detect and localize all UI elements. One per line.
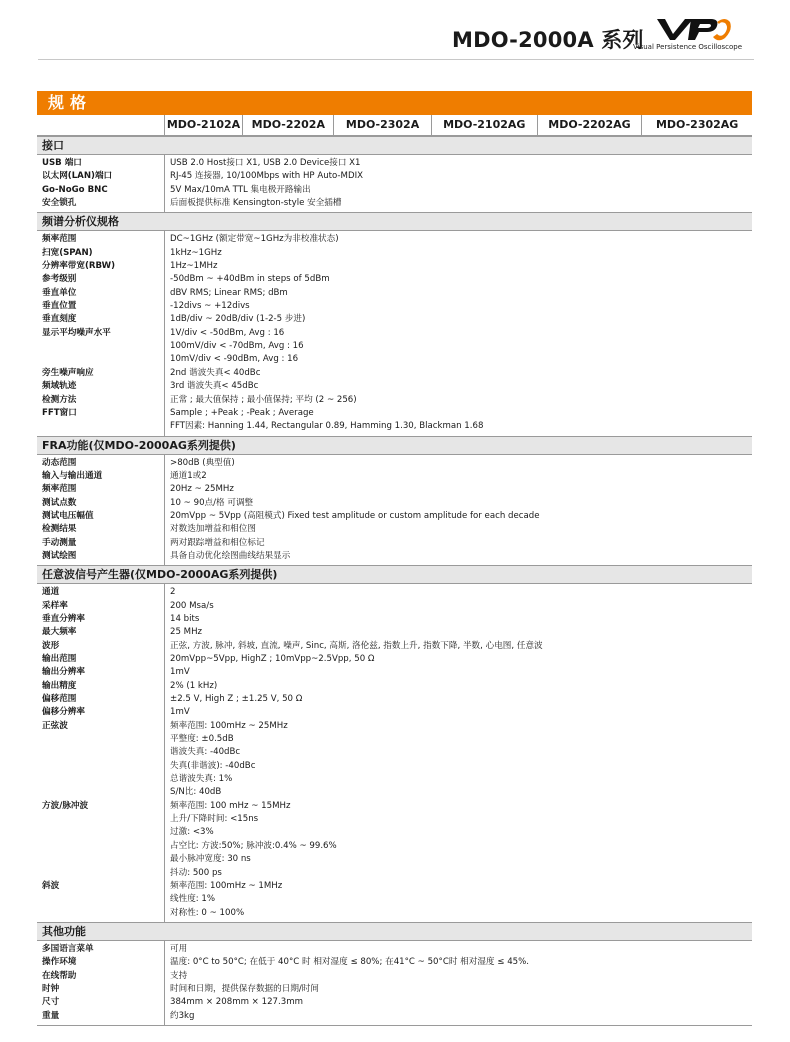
- spec-row: [37, 853, 752, 866]
- spec-row: [37, 773, 752, 786]
- spec-value: 200 Msa/s: [170, 600, 214, 611]
- spec-row: [37, 510, 752, 523]
- page-header: [0, 0, 790, 62]
- spec-value: 对称性: 0 ~ 100%: [170, 907, 245, 918]
- spec-banner: 规格: [37, 91, 752, 115]
- spec-value: 时间和日期，提供保存数据的日期/时间: [170, 983, 319, 994]
- spec-label: [37, 773, 162, 786]
- spec-label: 在线帮助: [42, 970, 77, 981]
- spec-value: 10 ~ 90点/格 可调整: [170, 497, 254, 508]
- spec-value: 约3kg: [170, 1010, 195, 1021]
- spec-value: 失真(非谐波): -40dBc: [170, 760, 256, 771]
- spec-value: 25 MHz: [170, 627, 203, 638]
- spec-label: 正弦波: [42, 720, 68, 731]
- spec-value: 对数迭加增益和相位图: [170, 524, 256, 535]
- spec-row: [37, 733, 752, 746]
- spec-label: 输出范围: [42, 654, 77, 664]
- spec-row: [37, 893, 752, 906]
- spec-value: 谐波失真: -40dBc: [170, 747, 241, 758]
- spec-row: [37, 407, 752, 420]
- spec-label: 垂直位置: [42, 301, 77, 312]
- vpo-logo-icon: [655, 16, 731, 42]
- spec-row: [37, 786, 752, 799]
- model-name: MDO-2302A: [334, 115, 432, 135]
- spec-label: 采样率: [42, 600, 68, 611]
- spec-label: [37, 907, 162, 920]
- spec-label: 输出精度: [42, 680, 77, 691]
- spec-label: 安全锁孔: [42, 198, 77, 209]
- spec-label: [37, 760, 162, 773]
- model-header-row: [37, 115, 752, 136]
- spec-row: [37, 313, 752, 326]
- spec-label: 旁生噪声响应: [42, 367, 94, 378]
- spec-value: 后面板提供标准 Kensington-style 安全插槽: [170, 198, 342, 209]
- spec-value: 2% (1 kHz): [170, 680, 218, 691]
- spec-value: USB 2.0 Host接口 X1, USB 2.0 Device接口 X1: [170, 158, 361, 168]
- spec-value: 频率范围: 100mHz ~ 25MHz: [170, 720, 288, 731]
- spec-label: [37, 353, 162, 366]
- spec-row: [37, 680, 752, 693]
- spec-row: [37, 706, 752, 719]
- spec-row: [37, 340, 752, 353]
- spec-label: 方波/脉冲波: [42, 800, 89, 811]
- spec-label: [37, 746, 162, 759]
- spec-label: FFT窗口: [42, 407, 77, 418]
- spec-row: [37, 880, 752, 893]
- spec-row: [37, 420, 752, 433]
- spec-row: [37, 247, 752, 260]
- spec-value: 上升/下降时间: <15ns: [170, 814, 259, 825]
- spec-label: [37, 853, 162, 866]
- spec-row: [37, 184, 752, 197]
- spec-label: [37, 340, 162, 353]
- spec-value: 2: [170, 587, 176, 598]
- spec-table: [37, 91, 752, 1026]
- spec-label: 频域轨迹: [42, 381, 77, 392]
- spec-value: -50dBm ~ +40dBm in steps of 5dBm: [170, 274, 330, 285]
- spec-value: 10mV/div < -90dBm, Avg : 16: [170, 354, 299, 365]
- spec-value: 温度: 0°C to 50°C; 在低于 40°C 时 相对湿度 ≤ 80%; 在41°C ~ 50°C时 相对湿度 ≤ 45%.: [170, 957, 530, 968]
- section-body: [37, 455, 752, 566]
- spec-value: -12divs ~ +12divs: [170, 301, 250, 312]
- spec-row: [37, 470, 752, 483]
- spec-value: 频率范围: 100mHz ~ 1MHz: [170, 880, 283, 891]
- spec-row: [37, 746, 752, 759]
- table-bottom-rule: [37, 1025, 752, 1026]
- spec-label: [37, 786, 162, 799]
- section-header: 其他功能: [37, 922, 752, 941]
- section-header: 频谱分析仪规格: [37, 212, 752, 231]
- spec-row: [37, 233, 752, 246]
- spec-label: 显示平均噪声水平: [42, 327, 111, 338]
- spec-label: 测试电压幅值: [42, 510, 94, 521]
- spec-label: 通道: [42, 587, 60, 598]
- spec-row: [37, 813, 752, 826]
- spec-value: 通道1或2: [170, 470, 207, 481]
- spec-label: 以太网(LAN)端口: [42, 171, 113, 182]
- spec-value: 正弦, 方波, 脉冲, 斜坡, 直流, 噪声, Sinc, 高斯, 洛伦兹, 指数上升, 指数下降, 半数, 心电图, 任意波: [170, 640, 543, 651]
- spec-label: [37, 813, 162, 826]
- spec-value: 总谐波失真: 1%: [170, 774, 233, 785]
- spec-row: [37, 353, 752, 366]
- spec-row: [37, 586, 752, 599]
- spec-row: [37, 626, 752, 639]
- spec-row: [37, 380, 752, 393]
- spec-label: 操作环境: [42, 957, 77, 968]
- spec-row: [37, 327, 752, 340]
- spec-row: [37, 907, 752, 920]
- spec-value: 20mVpp ~ 5Vpp (高阻模式) Fixed test amplitude or custom amplitude for each decade: [170, 510, 540, 521]
- spec-row: [37, 720, 752, 733]
- spec-label: 垂直分辨率: [42, 613, 85, 624]
- spec-label: 时钟: [42, 983, 60, 994]
- section-header: 任意波信号产生器(仅MDO-2000AG系列提供): [37, 565, 752, 584]
- spec-row: [37, 523, 752, 536]
- spec-value: 平整度: ±0.5dB: [170, 734, 234, 745]
- spec-row: [37, 983, 752, 996]
- spec-value: 1dB/div ~ 20dB/div (1-2-5 步进): [170, 314, 306, 325]
- spec-value: 可用: [170, 943, 188, 954]
- spec-label: 手动测量: [42, 537, 77, 548]
- spec-label: 垂直刻度: [42, 314, 77, 325]
- spec-row: [37, 273, 752, 286]
- spec-label: 测试点数: [42, 497, 77, 508]
- spec-value: 正常 ; 最大值保持 ; 最小值保持; 平均 (2 ~ 256): [170, 394, 357, 405]
- spec-label: 尺寸: [42, 997, 60, 1008]
- spec-value: 2nd 谐波失真< 40dBc: [170, 367, 261, 378]
- spec-label: 检测结果: [42, 524, 77, 535]
- spec-row: [37, 157, 752, 170]
- spec-label: 参考级别: [42, 274, 77, 285]
- spec-label: 偏移范围: [42, 694, 77, 705]
- spec-value: 支持: [170, 970, 188, 981]
- spec-row: [37, 666, 752, 679]
- spec-row: [37, 600, 752, 613]
- section-body: [37, 155, 752, 212]
- spec-row: [37, 170, 752, 183]
- spec-row: [37, 613, 752, 626]
- spec-value: >80dB (典型值): [170, 457, 235, 468]
- spec-row: [37, 367, 752, 380]
- spec-row: [37, 956, 752, 969]
- spec-row: [37, 537, 752, 550]
- spec-label: 检测方法: [42, 394, 77, 405]
- section-header: 接口: [37, 136, 752, 155]
- spec-label: [37, 840, 162, 853]
- spec-row: [37, 867, 752, 880]
- spec-value: 1V/div < -50dBm, Avg : 16: [170, 327, 285, 338]
- spec-row: [37, 693, 752, 706]
- spec-row: [37, 640, 752, 653]
- spec-row: [37, 970, 752, 983]
- spec-value: S/N比: 40dB: [170, 787, 222, 798]
- spec-value: 3rd 谐波失真< 45dBc: [170, 381, 259, 392]
- spec-value: 具备自动优化绘图曲线结果显示: [170, 550, 291, 561]
- spec-value: 占空比: 方波:50%; 脉冲波:0.4% ~ 99.6%: [170, 840, 337, 851]
- spec-value: 1Hz~1MHz: [170, 261, 218, 272]
- spec-label: 最大频率: [42, 627, 77, 638]
- spec-value: 1mV: [170, 667, 190, 678]
- spec-value: 1kHz~1GHz: [170, 247, 222, 258]
- spec-label: [37, 867, 162, 880]
- spec-row: [37, 550, 752, 563]
- spec-label: 扫宽(SPAN): [42, 247, 93, 258]
- section-header: FRA功能(仅MDO-2000AG系列提供): [37, 436, 752, 455]
- spec-row: [37, 760, 752, 773]
- spec-label: 输出分辨率: [42, 667, 85, 678]
- spec-label: 分辨率带宽(RBW): [42, 261, 116, 272]
- model-name: MDO-2302AG: [655, 118, 739, 131]
- spec-label: 频率范围: [42, 234, 77, 245]
- logo-subtitle: Visual Persistence Oscilloscope: [633, 43, 743, 51]
- spec-label: [37, 420, 162, 433]
- model-header-blank: [37, 115, 165, 135]
- spec-label: 偏移分辨率: [42, 707, 85, 718]
- spec-row: [37, 653, 752, 666]
- spec-value: 384mm × 208mm × 127.3mm: [170, 997, 303, 1008]
- model-name: MDO-2102AG: [432, 115, 538, 135]
- spec-label: 测试绘图: [42, 550, 77, 561]
- header-divider: [38, 59, 754, 60]
- spec-label: [37, 826, 162, 839]
- spec-row: [37, 483, 752, 496]
- spec-value: Sample ; +Peak ; -Peak ; Average: [170, 407, 314, 418]
- spec-label: Go-NoGo BNC: [42, 184, 108, 195]
- spec-label: 频率范围: [42, 484, 77, 495]
- spec-row: [37, 394, 752, 407]
- spec-value: 两对跟踪增益和相位标记: [170, 537, 265, 548]
- spec-row: [37, 300, 752, 313]
- spec-label: 垂直单位: [42, 287, 77, 298]
- spec-label: 动态范围: [42, 457, 77, 468]
- spec-value: dBV RMS; Linear RMS; dBm: [170, 287, 288, 298]
- spec-value: 20mVpp~5Vpp, HighZ ; 10mVpp~2.5Vpp, 50 Ω: [170, 654, 375, 664]
- spec-label: USB 端口: [42, 158, 82, 168]
- spec-value: FFT因素: Hanning 1.44, Rectangular 0.89, Hamming 1.30, Blackman 1.68: [170, 421, 484, 432]
- spec-value: 抖动: 500 ps: [170, 867, 222, 878]
- section-body: [37, 941, 752, 1025]
- spec-row: [37, 943, 752, 956]
- spec-sections: [37, 136, 752, 1025]
- series-title: MDO-2000A 系列: [452, 28, 644, 52]
- brand-logo: [633, 16, 753, 54]
- spec-label: 重量: [42, 1010, 60, 1021]
- spec-value: 线性度: 1%: [170, 894, 216, 905]
- section-body: [37, 584, 752, 922]
- spec-row: [37, 840, 752, 853]
- spec-row: [37, 826, 752, 839]
- spec-row: [37, 260, 752, 273]
- model-name: MDO-2102A: [165, 115, 244, 135]
- spec-value: 过激: <3%: [170, 827, 214, 838]
- spec-value: ±2.5 V, High Z ; ±1.25 V, 50 Ω: [170, 694, 303, 705]
- spec-value: 20Hz ~ 25MHz: [170, 484, 234, 495]
- spec-row: [37, 1010, 752, 1023]
- spec-row: [37, 996, 752, 1009]
- spec-value: 最小脉冲宽度: 30 ns: [170, 854, 251, 865]
- spec-value: 1mV: [170, 707, 190, 718]
- spec-row: [37, 497, 752, 510]
- spec-value: 5V Max/10mA TTL 集电极开路输出: [170, 184, 311, 195]
- spec-row: [37, 287, 752, 300]
- spec-label: 输入与输出通道: [42, 470, 103, 481]
- spec-label: 波形: [42, 640, 60, 651]
- spec-row: [37, 197, 752, 210]
- spec-row: [37, 800, 752, 813]
- model-name: MDO-2202AG: [538, 115, 643, 135]
- section-body: [37, 231, 752, 435]
- spec-value: 频率范围: 100 mHz ~ 15MHz: [170, 800, 291, 811]
- spec-label: [37, 893, 162, 906]
- spec-label: 斜波: [42, 880, 60, 891]
- spec-label: [37, 733, 162, 746]
- model-name: MDO-2202A: [243, 115, 334, 135]
- spec-value: RJ-45 连接器, 10/100Mbps with HP Auto-MDIX: [170, 171, 363, 182]
- spec-label: 多国语言菜单: [42, 943, 94, 954]
- spec-value: 14 bits: [170, 613, 200, 624]
- spec-value: DC~1GHz (额定带宽~1GHz为非校准状态): [170, 234, 339, 245]
- spec-value: 100mV/div < -70dBm, Avg : 16: [170, 341, 304, 352]
- spec-row: [37, 457, 752, 470]
